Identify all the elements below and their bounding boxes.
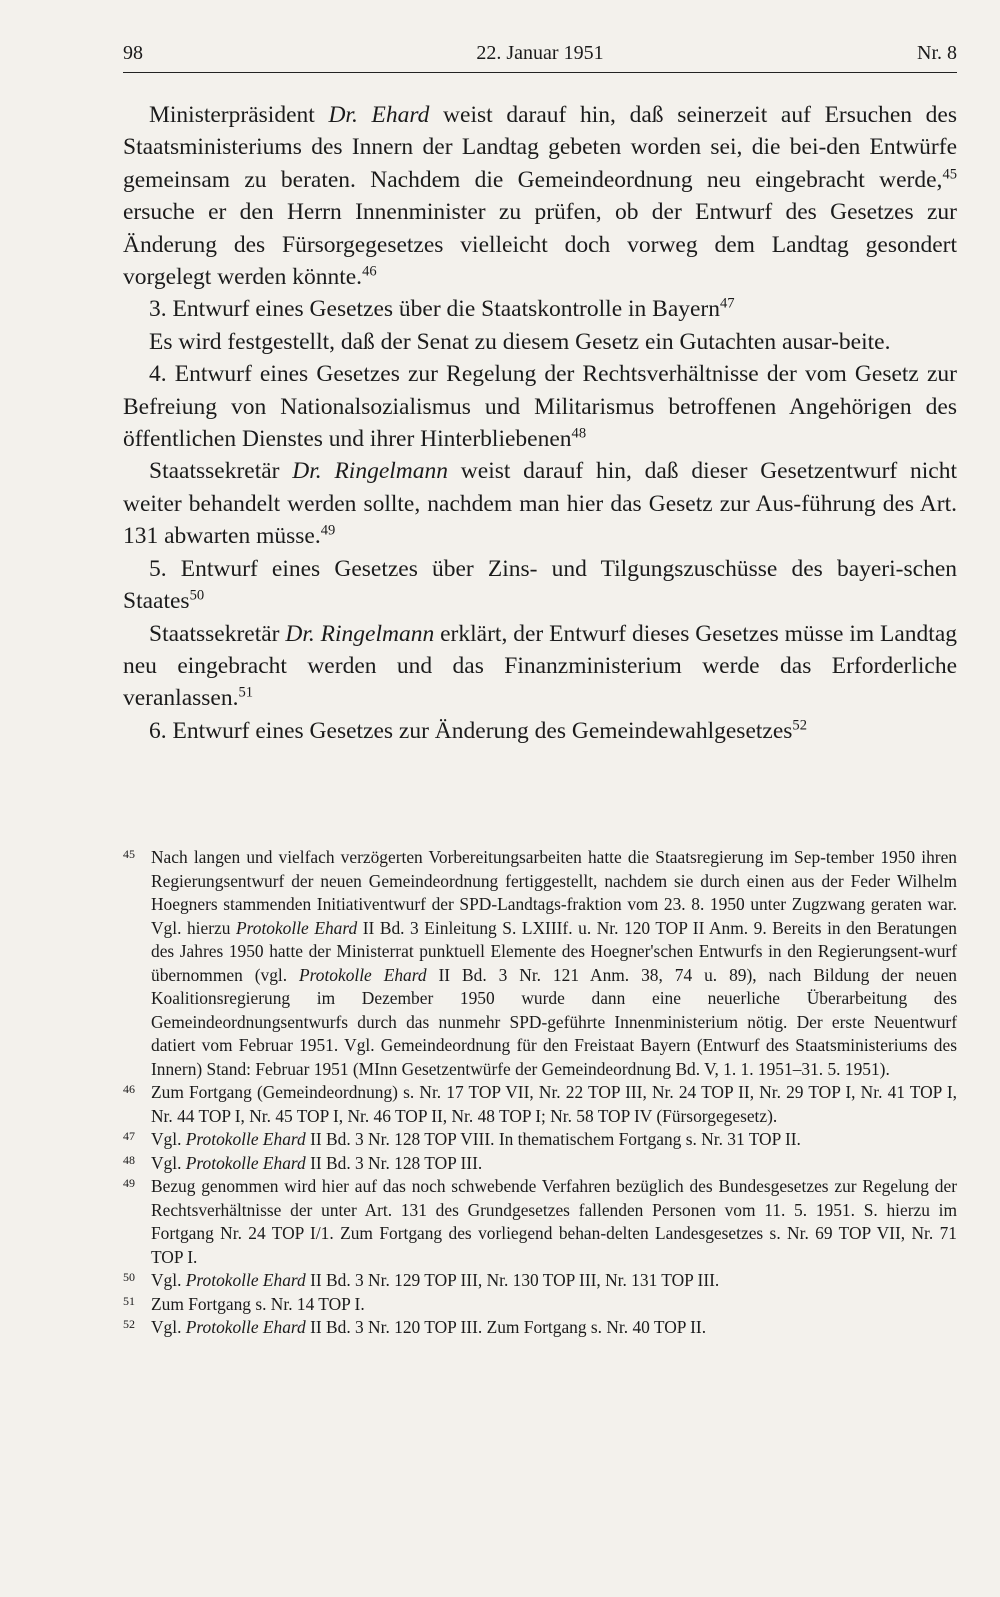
- text-run: Vgl.: [151, 1129, 186, 1149]
- text-run: II Bd. 3 Nr. 120 TOP III. Zum Fortgang s. Nr. 40 TOP II.: [305, 1317, 707, 1337]
- text-run: Staatssekretär: [149, 620, 286, 647]
- page-number: 98: [123, 42, 143, 64]
- text-run: Vgl.: [151, 1152, 186, 1173]
- agenda-item-3: [123, 293, 957, 325]
- paragraph-ehard: [123, 99, 957, 293]
- footnote-number: 49: [123, 1176, 135, 1190]
- work-title: Protokolle Ehard: [236, 917, 358, 938]
- paragraph-ringelmann-1: [123, 455, 957, 552]
- text-run: Nach langen und vielfach verzögerten Vorbereitungsarbeiten hatte die Staatsregierung im Sep-tember 1950 ihren Regierungsentwurf der neuen Gemeindeordnung fertiggestellt, nachdem sie durch einen aus der Feder Wilhelm Hoegners stammenden Initiativentwurf der SPD-Landtags-fraktion vom 23. 8. 1950 unter Zugzwang geraten war. Vgl. hierzu: [151, 847, 957, 938]
- footnote-number: 47: [123, 1129, 135, 1143]
- header-date: 22. Januar 1951: [476, 42, 604, 64]
- text-run: Vgl.: [151, 1270, 186, 1290]
- text-run: Es wird festgestellt, daß der Senat zu diesem Gesetz ein Gutachten ausar-beite.: [149, 328, 891, 355]
- footnote-ref[interactable]: 51: [238, 684, 254, 701]
- footnote-48: [123, 1152, 957, 1176]
- footnote-51: [123, 1293, 957, 1317]
- text-run: Ministerpräsident: [149, 102, 329, 128]
- text-run: II Bd. 3 Nr. 128 TOP III.: [305, 1152, 483, 1173]
- text-run: Zum Fortgang (Gemeindeordnung) s. Nr. 17 TOP VII, Nr. 22 TOP III, Nr. 24 TOP II, Nr. 29 TOP I, Nr. 41 TOP I, Nr. 44 TOP I, Nr. 45 TOP I, Nr. 46 TOP II, Nr. 48 TOP I; Nr. 58 TOP IV (Fürsorgegesetz).: [151, 1082, 957, 1126]
- footnote-number: 46: [123, 1082, 135, 1096]
- footnote-number: 48: [123, 1152, 135, 1167]
- issue-number: Nr. 8: [917, 42, 957, 64]
- text-run: Vgl.: [151, 1317, 186, 1337]
- text-run: II Bd. 3 Nr. 129 TOP III, Nr. 130 TOP III, Nr. 131 TOP III.: [305, 1270, 720, 1290]
- footnote-number: 52: [123, 1317, 135, 1331]
- footnote-ref[interactable]: 48: [571, 425, 587, 442]
- footnote-number: 45: [123, 847, 135, 861]
- footnotes: [123, 846, 957, 1340]
- agenda-item-title: 4. Entwurf eines Gesetzes zur Regelung der Rechtsverhältnisse der vom Gesetz zur Befreiung von Nationalsozialismus und Militarismus betroffenen Angehörigen des öffentlichen Dienstes und ihrer Hinterbliebenen: [123, 361, 957, 453]
- footnote-ref[interactable]: 45: [942, 166, 957, 183]
- paragraph-senat: [123, 326, 957, 358]
- footnote-ref[interactable]: 52: [792, 717, 807, 734]
- footnote-47: [123, 1128, 957, 1152]
- paragraph-ringelmann-2: [123, 618, 957, 715]
- work-title: Protokolle Ehard: [185, 1317, 306, 1337]
- footnote-46: [123, 1081, 957, 1128]
- text-run: Staatssekretär: [149, 458, 293, 485]
- footnote-number: 50: [123, 1270, 135, 1284]
- text-run: II Bd. 3 Nr. 121 Anm. 38, 74 u. 89), nach Bildung der neuen Koalitionsregierung im Dezember 1950 wurde dann eine neuerliche Überarbeitung des Gemeindeordnungsentwurfs durch das nunmehr SPD-geführte Innenministerium nötig. Der erste Neuentwurf datiert vom Februar 1951. Vgl. Gemeindeordnung für den Freistaat Bayern (Entwurf des Staatsministeriums des Innern) Stand: Februar 1951 (MInn Gesetzentwürfe der Gemeindeordnung Bd. V, 1. 1. 1951–31. 5. 1951).: [151, 964, 957, 1079]
- text-run: Bezug genommen wird hier auf das noch schwebende Verfahren bezüglich des Bundesgesetzes zur Regelung der Rechtsverhältnisse der unter Art. 131 des Grundgesetzes fallenden Personen vom 11. 5. 1951. S. hierzu im Fortgang Nr. 24 TOP I/1. Zum Fortgang des vorliegend behan-delten Landesgesetzes s. Nr. 69 TOP VII, Nr. 71 TOP I.: [151, 1176, 957, 1267]
- work-title: Protokolle Ehard: [185, 1152, 306, 1173]
- footnote-ref[interactable]: 49: [320, 522, 336, 539]
- agenda-item-title: 3. Entwurf eines Gesetzes über die Staatskontrolle in Bayern: [149, 296, 721, 323]
- running-header: [123, 36, 957, 73]
- person-name: Dr. Ehard: [328, 102, 430, 128]
- text-run: erklärt, der Entwurf dieses Gesetzes müsse im Landtag neu eingebracht werden und das Finanzministerium werde das Erforderliche veranlassen.: [123, 620, 957, 712]
- text-run: weist darauf hin, daß dieser Gesetzentwurf nicht weiter behandelt werden sollte, nachdem man hier das Gesetz zur Aus-führung des Art. 131 abwarten müsse.: [123, 458, 957, 550]
- footnote-ref[interactable]: 46: [362, 263, 377, 280]
- text-run: II Bd. 3 Nr. 128 TOP VIII. In thematischem Fortgang s. Nr. 31 TOP II.: [305, 1129, 801, 1149]
- main-text: [123, 99, 957, 747]
- agenda-item-title: 6. Entwurf eines Gesetzes zur Änderung des Gemeindewahlgesetzes: [149, 717, 793, 744]
- person-name: Dr. Ringelmann: [292, 458, 449, 485]
- text-run: weist darauf hin, daß seinerzeit auf Ersuchen des Staatsministeriums des Innern der Landtag gebeten worden sei, die bei-den Entwürfe gemeinsam zu beraten. Nachdem die Gemeindeordnung neu eingebracht werde,: [123, 102, 958, 193]
- work-title: Protokolle Ehard: [299, 964, 427, 985]
- text-run: ersuche er den Herrn Innenminister zu prüfen, ob der Entwurf des Gesetzes zur Änderung des Fürsorgegesetzes vielleicht doch vorweg dem Landtag gesondert vorgelegt werden könnte.: [123, 199, 957, 291]
- work-title: Protokolle Ehard: [185, 1129, 306, 1149]
- footnote-49: [123, 1175, 957, 1269]
- agenda-item-4: [123, 358, 957, 455]
- footnote-ref[interactable]: 47: [720, 296, 735, 312]
- agenda-item-6: [123, 715, 957, 747]
- agenda-item-title: 5. Entwurf eines Gesetzes über Zins- und Tilgungszuschüsse des bayeri-schen Staates: [123, 555, 957, 615]
- footnote-ref[interactable]: 50: [189, 587, 205, 604]
- text-run: Zum Fortgang s. Nr. 14 TOP I.: [151, 1293, 365, 1314]
- footnote-45: [123, 846, 957, 1081]
- footnote-52: [123, 1316, 957, 1340]
- text-run: II Bd. 3 Einleitung S. LXIIIf. u. Nr. 120 TOP II Anm. 9. Bereits in den Beratungen des Jahres 1950 hatte der Ministerrat punktuell Elemente des Hoegner'schen Entwurfs in den Regierungsent-wurf übernommen (vgl.: [151, 917, 957, 985]
- footnote-50: [123, 1269, 957, 1293]
- agenda-item-5: [123, 553, 957, 618]
- person-name: Dr. Ringelmann: [285, 620, 435, 647]
- work-title: Protokolle Ehard: [185, 1270, 306, 1290]
- footnote-number: 51: [123, 1293, 135, 1308]
